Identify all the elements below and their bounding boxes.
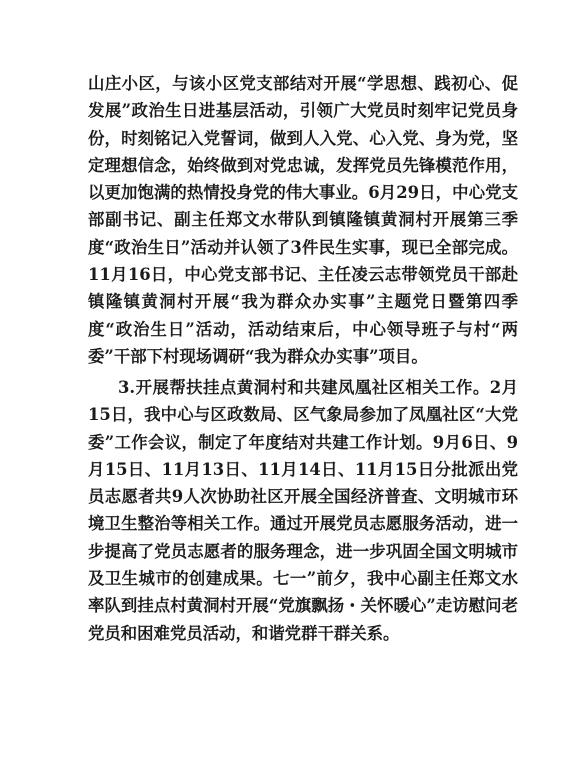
body-paragraph-party-activities: 山庄小区，与该小区党支部结对开展“学思想、践初心、促发展”政治生日进基层活动，引领广大党员时刻牢记党员身份，时刻铭记入党誓词，做到人入党、心入党、身为党，坚定理想信念，始终做到对党忠诚，发挥党员先锋模范作用，以更加饱满的热情投身党的伟大事业。6月29日，中心党支部副书记、副主任郑文水带队到镇隆镇黄洞村开展第三季度“政治生日”活动并认领了3件民生实事，现已全部完成。11月16日，中心党支部书记、主任凌云志带领党员干部赴镇隆镇黄洞村开展“我为群众办实事”主题党日暨第四季度“政治生日”活动，活动结束后，中心领导班子与村“两委”干部下村现场调研“我为群众办实事”项目。	[88, 74, 518, 366]
body-paragraph-community-work: 3.开展帮扶挂点黄洞村和共建凤凰社区相关工作。2月15日，我中心与区政数局、区气象局参加了凤凰社区“大党委”工作会议，制定了年度结对共建工作计划。9月6日、9月15日、11月13日、11月14日、11月15日分批派出党员志愿者共9人次协助社区开展全国经济普查、文明城市环境卫生整治等相关工作。通过开展党员志愿服务活动，进一步提高了党员志愿者的服务理念，进一步巩固全国文明城市及卫生城市的创建成果。七一”前夕，我中心副主任郑文水率队到挂点村黄洞村开展“党旗飘扬・关怀暖心”走访慰问老党员和困难党员活动，和谐党群干群关系。	[88, 378, 518, 643]
